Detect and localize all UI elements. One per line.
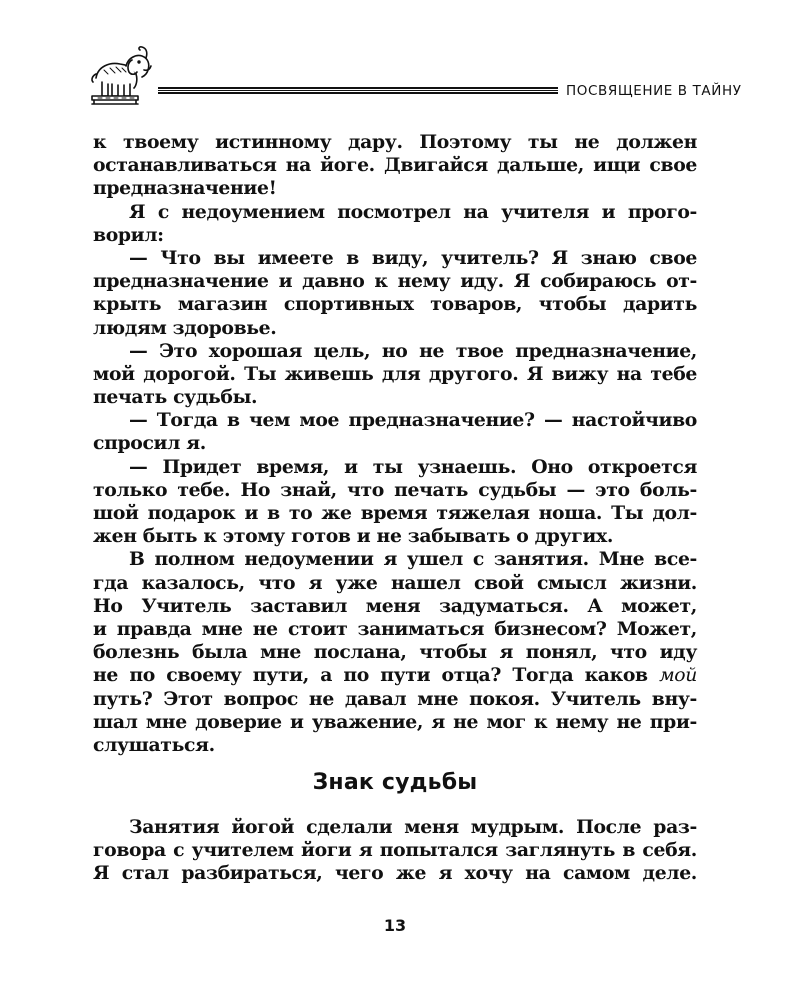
text-line: Я с недоумением посмотрел на учителя и прого-	[129, 200, 697, 223]
text-line: путь? Этот вопрос не давал мне покоя. Учитель вну-	[93, 687, 697, 710]
text-line: — Что вы имеете в виду, учитель? Я знаю свое	[129, 246, 697, 269]
text-line: к твоему истинному дару. Поэтому ты не должен	[93, 131, 697, 153]
elephant-icon	[88, 44, 154, 106]
text-run: не по своему пути, а по пути отца? Тогда каков	[93, 664, 660, 687]
text-line: и правда мне не стоит заниматься бизнесом? Может,	[93, 617, 697, 640]
text-line: только тебе. Но знай, что печать судьбы — это боль-	[93, 478, 697, 501]
text-line: предназначение!	[93, 177, 277, 200]
header-rule	[158, 87, 558, 94]
text-line: предназначение и давно к нему иду. Я собираюсь от-	[93, 270, 697, 293]
section-heading: Знак судьбы	[312, 770, 478, 795]
text-line: печать судьбы.	[93, 386, 258, 409]
text-line: ворил:	[93, 223, 164, 246]
text-line: спросил я.	[93, 432, 206, 455]
italic-word: мой	[659, 665, 697, 687]
text-line: людям здоровье.	[93, 316, 277, 339]
text-line: шой подарок и в то же время тяжелая ноша. Ты дол-	[93, 502, 697, 524]
running-head-title: ПОСВЯЩЕНИЕ В ТАЙНУ	[566, 83, 742, 99]
text-line: — Придет время, и ты узнаешь. Оно откроется	[129, 455, 697, 478]
text-line: Но Учитель заставил меня задуматься. А может,	[93, 594, 697, 617]
body-text-bottom	[93, 816, 697, 886]
text-line: — Тогда в чем мое предназначение? — настойчиво	[129, 409, 697, 432]
text-line: мой дорогой. Ты живешь для другого. Я вижу на тебе	[93, 362, 697, 385]
running-header	[88, 44, 742, 110]
text-line: — Это хорошая цель, но не твое предназначение,	[129, 339, 697, 362]
text-line: гда казалось, что я уже нашел свой смысл жизни.	[93, 571, 697, 594]
text-line: крыть магазин спортивных товаров, чтобы дарить	[93, 293, 697, 316]
body-text-top	[93, 131, 697, 757]
text-line-with-italic	[93, 664, 697, 687]
text-line: Занятия йогой сделали меня мудрым. После раз-	[129, 816, 697, 838]
text-line: говора с учителем йоги я попытался заглянуть в себя.	[93, 839, 697, 862]
text-line: В полном недоумении я ушел с занятия. Мне все-	[129, 548, 697, 571]
text-line: болезнь была мне послана, чтобы я понял, что иду	[93, 641, 697, 664]
text-line: Я стал разбираться, чего же я хочу на самом деле.	[93, 862, 697, 885]
text-line: останавливаться на йоге. Двигайся дальше, ищи свое	[93, 154, 697, 177]
text-line: шал мне доверие и уважение, я не мог к нему не при-	[93, 710, 697, 733]
text-line: жен быть к этому готов и не забывать о других.	[93, 525, 614, 548]
text-line: слушаться.	[93, 733, 215, 756]
page-number: 13	[383, 916, 407, 935]
